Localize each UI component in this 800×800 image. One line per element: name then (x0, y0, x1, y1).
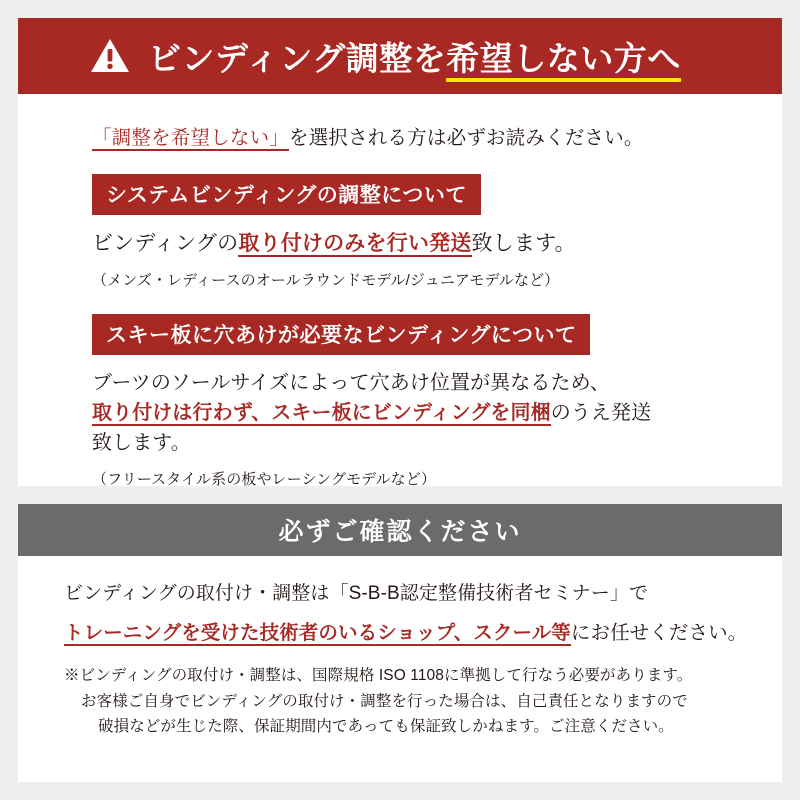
fine-line3: 破損などが生じた際、保証期間内であっても保証致しかねます。ご注意ください。 (98, 718, 674, 736)
section1-note: （メンズ・レディースのオールラウンドモデル/ジュニアモデルなど） (92, 271, 560, 289)
banner-title-plain: ビンディング調整を (148, 39, 447, 77)
gray-banner (18, 504, 782, 556)
section2-note: （フリースタイル系の板やレーシングモデルなど） (92, 470, 436, 488)
section1-body-pre: ビンディングの (92, 232, 239, 255)
section2-body-emphasis: 取り付けは行わず、スキー板にビンディングを同梱 (92, 401, 551, 424)
confirmation-fine-print (64, 663, 782, 740)
section1-body-post: 致します。 (471, 232, 576, 255)
confirmation-line1: ビンディングの取付け・調整は「S-B-B認定整備技術者セミナー」で (64, 583, 649, 604)
card-bottom-body (18, 556, 782, 740)
confirmation-card (18, 504, 782, 782)
banner-title (148, 33, 681, 80)
section2-body-line2-post: のうえ発送 (550, 401, 652, 424)
card-top-body (18, 94, 782, 489)
warning-triangle-icon (90, 38, 130, 74)
section2-body-line1: ブーツのソールサイズによって穴あけ位置が異なるため、 (92, 371, 610, 394)
fine-line2: お客様ご自身でビンディングの取付け・調整を行った場合は、自己責任となりますので (81, 692, 688, 710)
confirmation-line2-emphasis: トレーニングを受けた技術者のいるショップ、スクール等 (64, 622, 571, 644)
lead-emphasis: 「調整を希望しない」 (92, 127, 290, 149)
confirmation-line2-post: にお任せください。 (570, 622, 748, 644)
section2-heading: スキー板に穴あけが必要なビンディングについて (92, 314, 590, 355)
section1-body (92, 228, 748, 260)
lead-rest: を選択される方は必ずお読みください。 (289, 127, 644, 149)
gray-banner-title: 必ずご確認ください (278, 518, 522, 546)
binding-adjustment-notice-card (18, 18, 782, 486)
lead-text (92, 122, 748, 150)
section2-body (92, 368, 748, 459)
section2-body-line3: 致します。 (92, 432, 191, 455)
confirmation-line2 (64, 617, 782, 645)
red-banner (18, 18, 782, 94)
section1-heading: システムビンディングの調整について (92, 174, 481, 215)
fine-line1: ※ビンディングの取付け・調整は、国際規格 ISO 1108に準拠して行なう必要があります。 (64, 667, 693, 684)
section1-body-emphasis: 取り付けのみを行い発送 (238, 232, 472, 255)
banner-title-highlight: 希望しない方へ (446, 40, 681, 82)
